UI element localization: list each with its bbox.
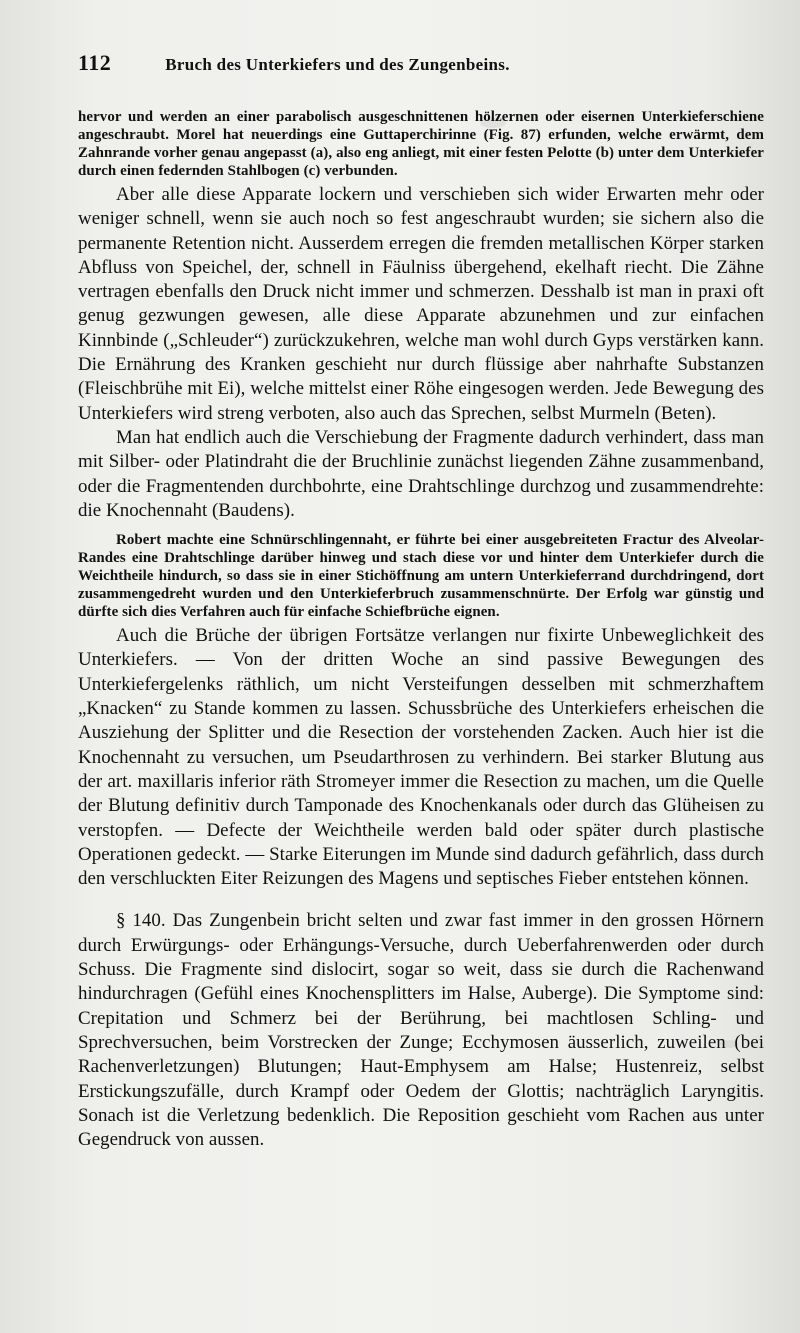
paragraph-robert-suture: Robert machte eine Schnürschlingennaht, er führte bei einer ausgebreiteten Fractur des Alveolar-Randes eine Drahtschlinge darüber hinweg und stach diese vor und hinter dem Unterkiefer durch die Weichtheile hindurch, so dass sie in einer Stichöffnung am untern Unterkieferrand durchdringend, dort zusammengedreht wurden und den Unterkieferbruch zusammenschnürte. Der Erfolg war günstig und dürfte sich dies Verfahren auch für einfache Schiefbrüche eignen. xyxy=(78,532,764,621)
paragraph-other-fractures: Auch die Brüche der übrigen Fortsätze verlangen nur fixirte Unbeweglichkeit des Unterkiefers. — Von der dritten Woche an sind passive Bewegungen des Unterkiefergelenks räthlich, um nicht Versteifungen desselben mit schmerzhaftem „Knacken“ zu Stande kommen zu lassen. Schussbrüche des Unterkiefers erheischen die Ausziehung der Splitter und die Resection der vorstehenden Zacken. Auch hier ist die Knochennaht zu versuchen, um Pseudarthrosen zu verhindern. Bei starker Blutung aus der art. maxillaris inferior räth Stromeyer immer die Resection zu machen, um die Quelle der Blutung definitiv durch Tamponade des Knochenkanals oder durch das Glüheisen zu verstopfen. — Defecte der Weichtheile werden bald oder später durch plastische Operationen gedeckt. — Starke Eiterungen im Munde sind dadurch gefährlich, dass durch den verschluckten Eiter Reizungen des Magens und septisches Fieber entstehen können. xyxy=(78,625,764,890)
page-header xyxy=(78,50,764,94)
page-number: 112 xyxy=(78,50,112,75)
paragraph-apparatus-retention: Aber alle diese Apparate lockern und verschieben sich wider Erwarten mehr oder weniger schnell, wenn sie auch noch so fest angeschraubt wurden; sie sichern also die permanente Retention nicht. Ausserdem erregen die fremden metallischen Körper starken Abfluss von Speichel, der, schnell in Fäulniss übergehend, ekelhaft riecht. Die Zähne vertragen ebenfalls den Druck nicht immer und schmerzen. Desshalb ist man in praxi oft genug gezwungen gewesen, alle diese Apparate abzunehmen und zur einfachen Kinnbinde („Schleuder“) zurückzukehren, welche man wohl durch Gyps verstärken kann. Die Ernährung des Kranken geschieht nur durch flüssige aber nahrhafte Substanzen (Fleischbrühe mit Ei), welche mittelst einer Röhe eingesogen werden. Jede Bewegung des Unterkiefers wird streng verboten, also auch das Sprechen, selbst Murmeln (Beten). xyxy=(78,184,764,424)
paragraph-morel-splint: hervor und werden an einer parabolisch ausgeschnittenen hölzernen oder eisernen Unterkieferschiene angeschraubt. Morel hat neuerdings eine Guttaperchirinne (Fig. 87) erfunden, welche erwärmt, dem Zahnrande vorher genau angepasst (a), also eng anliegt, mit einer festen Pelotte (b) unter dem Unterkiefer durch einen federnden Stahlbogen (c) verbunden. xyxy=(78,109,764,179)
running-head: Bruch des Unterkiefers und des Zungenbeins. xyxy=(165,55,510,74)
paragraph-bone-suture: Man hat endlich auch die Verschiebung der Fragmente dadurch verhindert, dass man mit Silber- oder Platindraht die der Bruchlinie zunächst liegenden Zähne zusammenband, oder die Fragmentenden durchbohrte, eine Drahtschlinge durchzog und zusammendrehte: die Knochennaht (Baudens). xyxy=(78,426,764,521)
paragraph-section-140-hyoid: § 140. Das Zungenbein bricht selten und zwar fast immer in den grossen Hörnern durch Erwürgungs- oder Erhängungs-Versuche, durch Ueberfahrenwerden oder durch Schuss. Die Fragmente sind dislocirt, sogar so weit, dass sie durch die Rachenwand hindurchragen (Gefühl eines Knochensplitters im Halse, Auberge). Die Symptome sind: Crepitation und Schmerz bei der Berührung, bei machtlosen Schling- und Sprechversuchen, beim Vorstrecken der Zunge; Ecchymosen äusserlich, zuweilen (bei Rachenverletzungen) Blutungen; Haut-Emphysem am Halse; Hustenreiz, selbst Erstickungszufälle, durch Krampf oder Oedem der Glottis; nachträglich Laryngitis. Sonach ist die Verletzung bedenklich. Die Reposition geschieht vom Rachen aus unter Gegendruck von aussen. xyxy=(78,910,764,1151)
